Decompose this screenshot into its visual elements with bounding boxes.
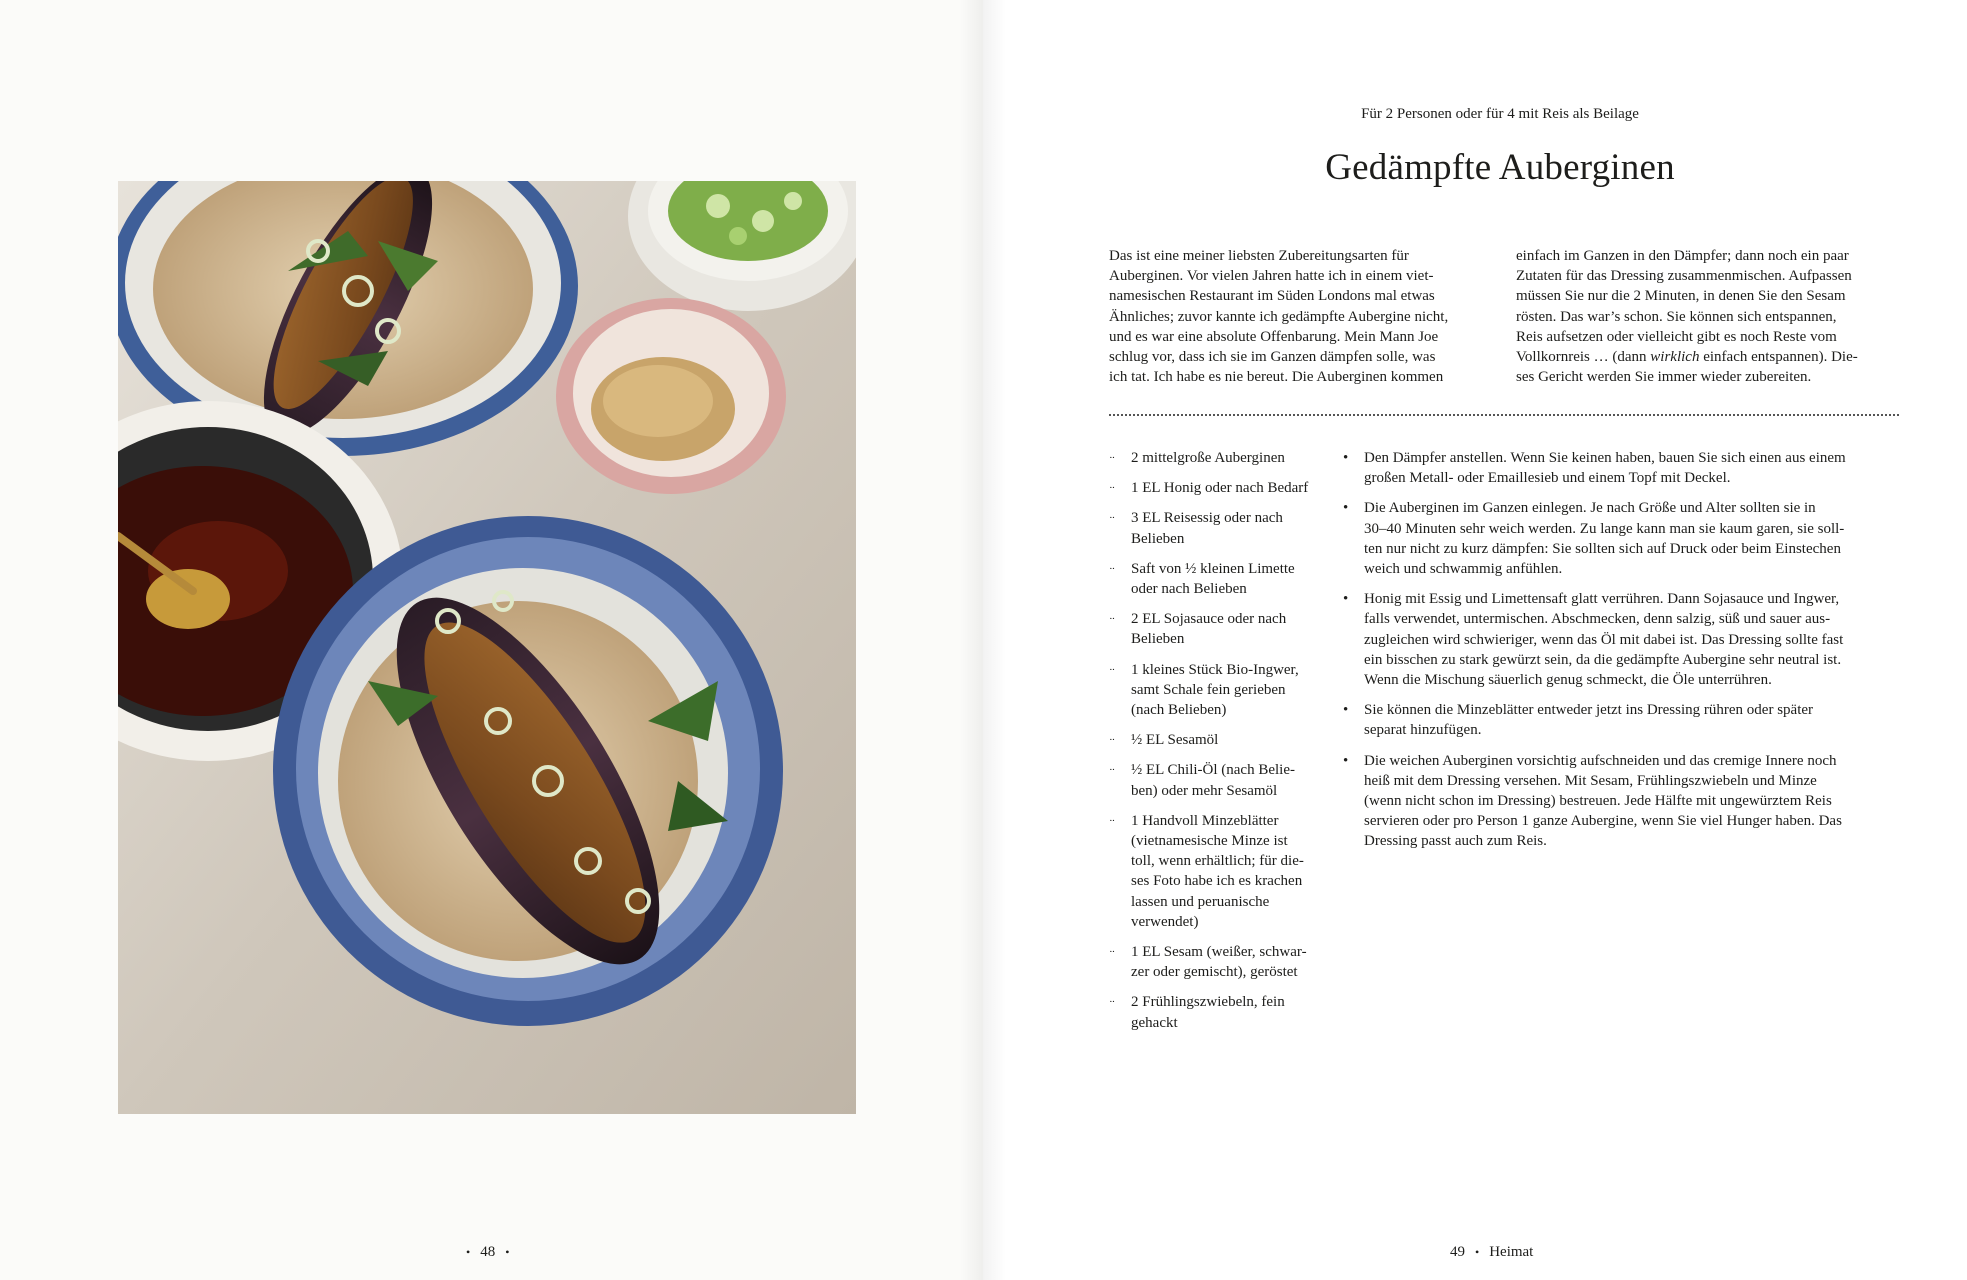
ingredient-text: samt Schale fein gerieben xyxy=(1131,681,1286,698)
ingredient-text: oder nach Belieben xyxy=(1131,581,1247,598)
ingredient-marker: ·· xyxy=(1109,512,1115,525)
ingredient-text: toll, wenn erhältlich; für die- xyxy=(1131,853,1304,870)
intro-line: Ähnliches; zuvor kannte ich gedämpfte Aubergine nicht, xyxy=(1109,308,1449,325)
step-text: Die weichen Auberginen vorsichtig aufschneiden und das cremige Innere noch xyxy=(1364,752,1837,769)
intro-line: Das ist eine meiner liebsten Zubereitungsarten für xyxy=(1109,248,1409,264)
ingredient-text: Saft von ½ kleinen Limette xyxy=(1131,560,1295,577)
step-text: Honig mit Essig und Limettensaft glatt verrühren. Dann Sojasauce und Ingwer, xyxy=(1364,591,1840,608)
step-text: großen Metall- oder Emaillesieb und einem Topf mit Deckel. xyxy=(1364,470,1731,487)
step-bullet: • xyxy=(1343,702,1349,719)
ingredient-text: 2 EL Sojasauce oder nach xyxy=(1131,611,1287,628)
ingredient-text: gehackt xyxy=(1131,1014,1178,1031)
ingredient-marker: ·· xyxy=(1109,613,1115,626)
folio-bullet: • xyxy=(505,1245,510,1259)
intro-line: und es war eine absolute Offenbarung. Mein Mann Joe xyxy=(1109,328,1439,345)
ingredient-marker: ·· xyxy=(1109,814,1115,827)
folio-bullet: • xyxy=(1475,1245,1480,1259)
intro-column-1 xyxy=(1109,246,1484,387)
ingredient-text: 1 EL Sesam (weißer, schwar- xyxy=(1131,944,1307,961)
ingredient-text: 1 kleines Stück Bio-Ingwer, xyxy=(1131,661,1299,678)
ingredient-text: 3 EL Reisessig oder nach xyxy=(1131,510,1283,527)
method-steps xyxy=(1341,448,1899,862)
step-text: zugleichen wird schwieriger, wenn das Öl mit dabei ist. Das Dressing sollte fast xyxy=(1364,631,1844,648)
recipe-title: Gedämpfte Auberginen xyxy=(1325,147,1675,188)
step-text: Die Auberginen im Ganzen einlegen. Je nach Größe und Alter sollten sie in xyxy=(1364,500,1816,517)
step-text: Wenn die Mischung säuerlich genug schmeckt, die Öle unterrühren. xyxy=(1364,672,1772,689)
intro-line: namesischen Restaurant im Süden Londons mal etwas xyxy=(1109,288,1435,305)
intro-line: Zutaten für das Dressing zusammenmischen. Aufpassen xyxy=(1516,268,1852,285)
serving-info: Für 2 Personen oder für 4 mit Reis als Beilage xyxy=(1361,106,1639,122)
step-text: ten nur nicht zu kurz dämpfen: Sie sollten sich auf Druck oder beim Einstechen xyxy=(1364,540,1841,557)
section-name: Heimat xyxy=(1489,1244,1534,1260)
intro-line: schlug vor, dass ich sie im Ganzen dämpfen solle, was xyxy=(1109,349,1436,366)
sesame-bowl xyxy=(556,298,786,494)
ingredient-text: ben) oder mehr Sesamöl xyxy=(1131,782,1278,799)
ingredient-text: lassen und peruanische xyxy=(1131,893,1270,910)
ingredient-list xyxy=(1109,448,1329,1043)
ingredient-marker: ·· xyxy=(1109,482,1115,495)
ingredient-text: Belieben xyxy=(1131,530,1185,547)
ingredient-text: (nach Belieben) xyxy=(1131,702,1227,719)
left-page xyxy=(0,0,983,1280)
ingredient-text: 1 EL Honig oder nach Bedarf xyxy=(1131,480,1309,497)
page-number-right xyxy=(1450,1243,1533,1261)
intro-line: ich tat. Ich habe es nie bereut. Die Auberginen kommen xyxy=(1109,369,1444,386)
ingredient-item xyxy=(1109,559,1329,599)
step-text: (wenn nicht schon im Dressing) bestreuen. Jede Hälfte mit ungewürztem Reis xyxy=(1364,793,1832,810)
step-text: Den Dämpfer anstellen. Wenn Sie keinen haben, bauen Sie sich einen aus einem xyxy=(1364,450,1846,466)
ingredient-text: zer oder gemischt), geröstet xyxy=(1131,964,1298,981)
ingredient-text: ½ EL Chili-Öl (nach Belie- xyxy=(1131,762,1295,779)
intro-line: Reis aufsetzen oder vielleicht gibt es noch Reste vom xyxy=(1516,328,1837,345)
ingredient-item xyxy=(1109,660,1329,721)
ingredient-text: verwendet) xyxy=(1131,913,1199,930)
step-text: ein bisschen zu stark gewürzt sein, da die gedämpfte Aubergine sehr neutral ist. xyxy=(1364,651,1842,668)
intro-line: einfach entspannen). Die- xyxy=(1699,349,1858,366)
step-text: Sie können die Minzeblätter entweder jetzt ins Dressing rühren oder später xyxy=(1364,702,1814,719)
step-text: servieren oder pro Person 1 ganze Aubergine, wenn Sie viel Hunger haben. Das xyxy=(1364,813,1842,830)
step-text: separat hinzufügen. xyxy=(1364,722,1482,739)
ingredient-item xyxy=(1109,942,1329,982)
ingredient-marker: ·· xyxy=(1109,764,1115,777)
ingredient-item xyxy=(1109,508,1329,548)
ingredient-marker: ·· xyxy=(1109,562,1115,575)
ingredient-text: ½ EL Sesamöl xyxy=(1131,732,1219,749)
ingredient-item xyxy=(1109,760,1329,800)
ingredient-text: ses Foto habe ich es krachen xyxy=(1131,873,1303,890)
ingredient-text: 2 mittelgroße Auberginen xyxy=(1131,450,1285,466)
step-text: Dressing passt auch zum Reis. xyxy=(1364,833,1547,850)
ingredient-item xyxy=(1109,478,1329,498)
step-bullet: • xyxy=(1343,752,1349,769)
main-bowl xyxy=(273,516,783,1026)
ingredient-item xyxy=(1109,730,1329,750)
intro-line: müssen Sie nur die 2 Minuten, in denen Sie den Sesam xyxy=(1516,288,1846,305)
ingredient-marker: ·· xyxy=(1109,663,1115,676)
food-photo-illustration xyxy=(118,181,856,1114)
page-number: 49 xyxy=(1450,1244,1465,1260)
intro-line: Auberginen. Vor vielen Jahren hatte ich in einem viet- xyxy=(1109,268,1434,285)
ingredient-text: Belieben xyxy=(1131,631,1185,648)
step-text: falls verwendet, untermischen. Abschmecken, denn salzig, süß und sauer aus- xyxy=(1364,611,1831,628)
method-step xyxy=(1341,448,1899,488)
ingredient-item xyxy=(1109,992,1329,1032)
intro-line: ses Gericht werden Sie immer wieder zubereiten. xyxy=(1516,369,1812,386)
ingredient-marker: ·· xyxy=(1109,946,1115,959)
step-text: heiß mit dem Dressing versehen. Mit Sesam, Frühlingszwiebeln und Minze xyxy=(1364,772,1817,789)
ingredient-item xyxy=(1109,811,1329,932)
method-step xyxy=(1341,498,1899,579)
page-number: 48 xyxy=(480,1244,496,1260)
ingredient-marker: ·· xyxy=(1109,734,1115,747)
step-text: weich und schwammig anfühlen. xyxy=(1364,561,1563,578)
intro-line: rösten. Das war’s schon. Sie können sich entspannen, xyxy=(1516,308,1837,325)
method-step xyxy=(1341,700,1899,740)
emphasis-text: wirklich xyxy=(1650,349,1700,366)
step-bullet: • xyxy=(1343,500,1349,517)
method-step xyxy=(1341,751,1899,852)
ingredient-marker: ·· xyxy=(1109,452,1115,464)
step-text: 30–40 Minuten sehr weich werden. Zu lange kann man sie kaum garen, sie soll- xyxy=(1364,520,1845,537)
folio-bullet: • xyxy=(466,1245,471,1259)
step-bullet: • xyxy=(1343,591,1349,608)
ingredient-item xyxy=(1109,448,1329,468)
ingredient-text: 2 Frühlingszwiebeln, fein xyxy=(1131,994,1285,1011)
ingredient-text: 1 Handvoll Minzeblätter xyxy=(1131,812,1279,829)
food-photo xyxy=(118,181,856,1114)
method-step xyxy=(1341,589,1899,690)
intro-column-2 xyxy=(1516,246,1891,387)
step-bullet: • xyxy=(1343,450,1349,466)
page-number-left xyxy=(456,1243,519,1261)
dotted-divider xyxy=(1109,414,1899,416)
ingredient-item xyxy=(1109,609,1329,649)
ingredient-text: (vietnamesische Minze ist xyxy=(1131,833,1288,850)
intro-line: einfach im Ganzen in den Dämpfer; dann noch ein paar xyxy=(1516,248,1849,264)
intro-line: Vollkornreis … (dann xyxy=(1516,349,1651,366)
ingredient-marker: ·· xyxy=(1109,996,1115,1009)
